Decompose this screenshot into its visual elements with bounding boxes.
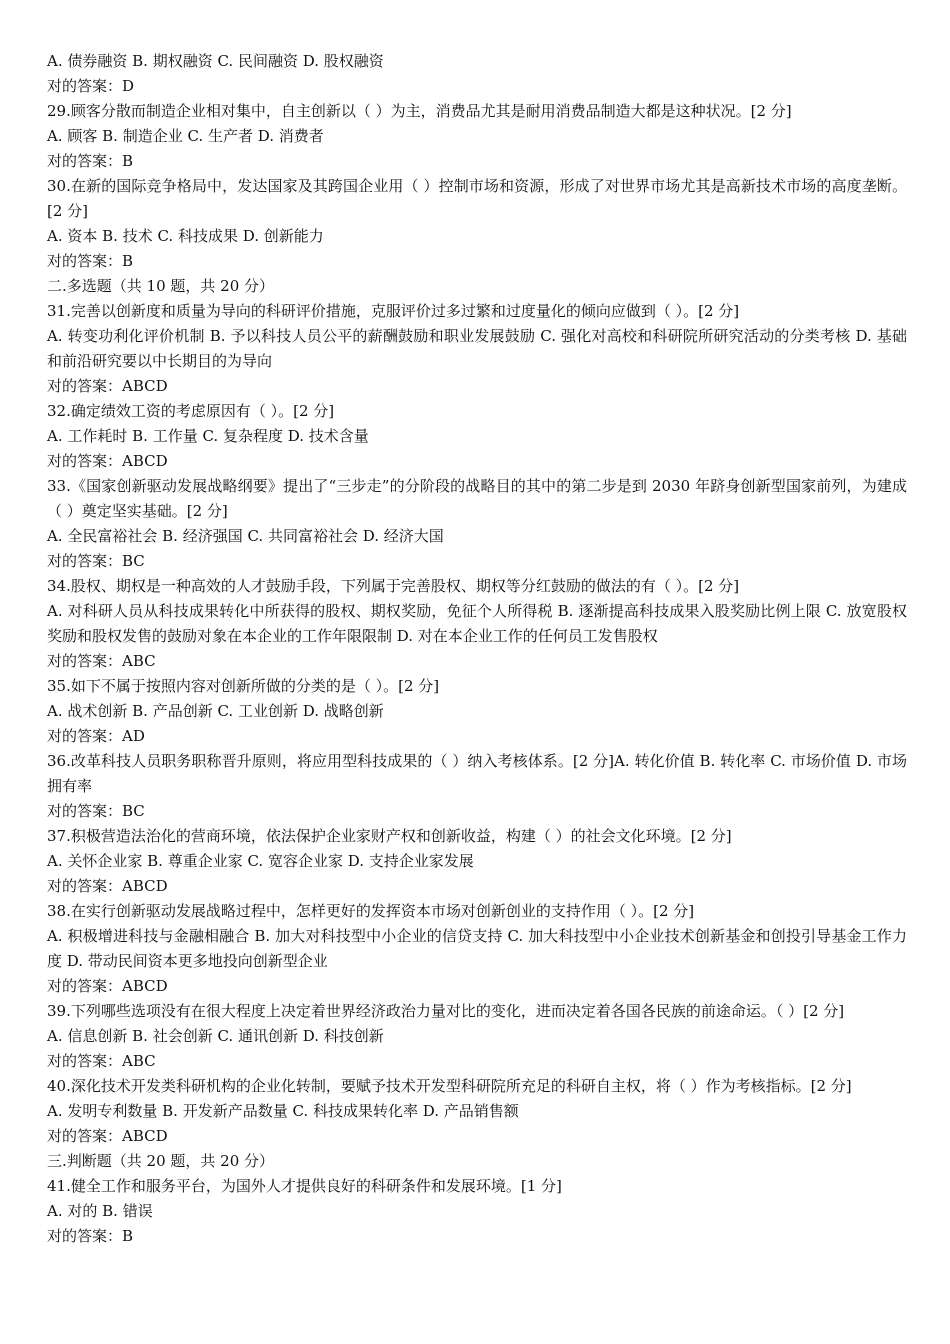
options-38: A. 积极增进科技与金融相融合 B. 加大对科技型中小企业的信贷支持 C. 加大科技型中小企业技术创新基金和创投引导基金工作力度 D. 带动民间资本更多地投向创新型企业 [47, 927, 907, 970]
answer-39: 对的答案：ABC [47, 1052, 156, 1070]
section-heading-multiple-choice: 二.多选题（共 10 题，共 20 分） [47, 277, 275, 295]
answer-28: 对的答案：D [47, 77, 135, 95]
answer-36: 对的答案：BC [47, 802, 145, 820]
answer-38: 对的答案：ABCD [47, 977, 168, 995]
options-33: A. 全民富裕社会 B. 经济强国 C. 共同富裕社会 D. 经济大国 [47, 527, 444, 545]
answer-34: 对的答案：ABC [47, 652, 156, 670]
answer-37: 对的答案：ABCD [47, 877, 168, 895]
question-29: 29.顾客分散而制造企业相对集中，自主创新以（ ）为主，消费品尤其是耐用消费品制造大都是这种状况。[2 分] [47, 102, 792, 120]
question-35: 35.如下不属于按照内容对创新所做的分类的是（ ）。[2 分] [47, 677, 440, 695]
options-32: A. 工作耗时 B. 工作量 C. 复杂程度 D. 技术含量 [47, 427, 369, 445]
answer-30: 对的答案：B [47, 252, 134, 270]
options-34: A. 对科研人员从科技成果转化中所获得的股权、期权奖励，免征个人所得税 B. 逐渐提高科技成果入股奖励比例上限 C. 放宽股权奖励和股权发售的鼓励对象在本企业的工作年限限制 D. 对在本企业工作的任何员工发售股权 [47, 602, 907, 645]
question-36: 36.改革科技人员职务职称晋升原则，将应用型科技成果的（ ）纳入考核体系。[2 分]A. 转化价值 B. 转化率 C. 市场价值 D. 市场拥有率 [47, 752, 907, 795]
question-38: 38.在实行创新驱动发展战略过程中，怎样更好的发挥资本市场对创新创业的支持作用（ ）。[2 分] [47, 902, 695, 920]
question-40: 40.深化技术开发类科研机构的企业化转制，要赋予技术开发型科研院所充足的科研自主权，将（ ）作为考核指标。[2 分] [47, 1077, 852, 1095]
options-31: A. 转变功利化评价机制 B. 予以科技人员公平的薪酬鼓励和职业发展鼓励 C. 强化对高校和科研院所研究活动的分类考核 D. 基础和前沿研究要以中长期目的为导向 [47, 327, 907, 370]
answer-40: 对的答案：ABCD [47, 1127, 168, 1145]
answer-33: 对的答案：BC [47, 552, 145, 570]
options-35: A. 战术创新 B. 产品创新 C. 工业创新 D. 战略创新 [47, 702, 384, 720]
options-29: A. 顾客 B. 制造企业 C. 生产者 D. 消费者 [47, 127, 324, 145]
options-40: A. 发明专利数量 B. 开发新产品数量 C. 科技成果转化率 D. 产品销售额 [47, 1102, 519, 1120]
question-33: 33.《国家创新驱动发展战略纲要》提出了“三步走”的分阶段的战略目的其中的第二步是到 2030 年跻身创新型国家前列，为建成（ ）奠定坚实基础。[2 分] [47, 477, 907, 520]
section-heading-true-false: 三.判断题（共 20 题，共 20 分） [47, 1152, 275, 1170]
question-37: 37.积极营造法治化的营商环境，依法保护企业家财产权和创新收益，构建（ ）的社会文化环境。[2 分] [47, 827, 732, 845]
answer-32: 对的答案：ABCD [47, 452, 168, 470]
options-37: A. 关怀企业家 B. 尊重企业家 C. 宽容企业家 D. 支持企业家发展 [47, 852, 474, 870]
question-32: 32.确定绩效工资的考虑原因有（ ）。[2 分] [47, 402, 335, 420]
question-31: 31.完善以创新度和质量为导向的科研评价措施，克服评价过多过繁和过度量化的倾向应做到（ ）。[2 分] [47, 302, 740, 320]
answer-29: 对的答案：B [47, 152, 134, 170]
options-28: A. 债券融资 B. 期权融资 C. 民间融资 D. 股权融资 [47, 52, 384, 70]
options-41: A. 对的 B. 错误 [47, 1202, 153, 1220]
question-34: 34.股权、期权是一种高效的人才鼓励手段，下列属于完善股权、期权等分红鼓励的做法的有（ ）。[2 分] [47, 577, 740, 595]
answer-41: 对的答案：B [47, 1227, 134, 1245]
document-body [47, 49, 907, 1249]
question-30: 30.在新的国际竞争格局中，发达国家及其跨国企业用（ ）控制市场和资源，形成了对世界市场尤其是高新技术市场的高度垄断。[2 分] [47, 177, 907, 220]
answer-35: 对的答案：AD [47, 727, 145, 745]
question-39: 39.下列哪些选项没有在很大程度上决定着世界经济政治力量对比的变化，进而决定着各国各民族的前途命运。（ ）[2 分] [47, 1002, 845, 1020]
answer-31: 对的答案：ABCD [47, 377, 168, 395]
question-41: 41.健全工作和服务平台，为国外人才提供良好的科研条件和发展环境。[1 分] [47, 1177, 562, 1195]
options-30: A. 资本 B. 技术 C. 科技成果 D. 创新能力 [47, 227, 324, 245]
options-39: A. 信息创新 B. 社会创新 C. 通讯创新 D. 科技创新 [47, 1027, 384, 1045]
